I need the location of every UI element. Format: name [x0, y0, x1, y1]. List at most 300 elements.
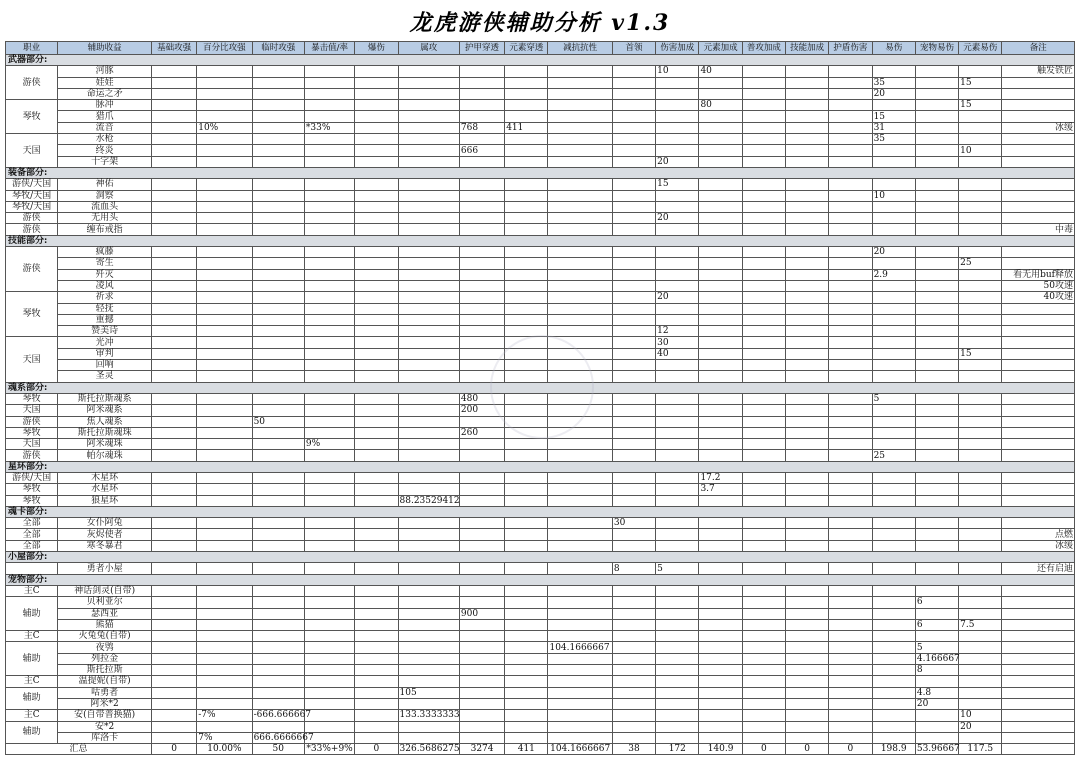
value-cell	[699, 77, 742, 88]
value-cell	[304, 371, 354, 382]
value-cell	[915, 66, 958, 77]
note-cell	[1002, 303, 1075, 314]
value-cell	[151, 529, 196, 540]
value-cell	[872, 484, 915, 495]
item-cell: 神话剑灵(自带)	[58, 585, 152, 596]
value-cell	[505, 66, 548, 77]
note-cell	[1002, 111, 1075, 122]
value-cell	[915, 721, 958, 732]
value-cell	[915, 416, 958, 427]
class-cell: 辅助	[6, 597, 58, 631]
value-cell	[548, 213, 612, 224]
value-cell	[548, 247, 612, 258]
value-cell	[355, 337, 398, 348]
class-cell: 琴牧	[6, 393, 58, 404]
value-cell	[699, 224, 742, 235]
value-cell	[151, 416, 196, 427]
value-cell	[151, 269, 196, 280]
value-cell	[548, 360, 612, 371]
value-cell	[459, 337, 504, 348]
value-cell	[915, 540, 958, 551]
column-header: 职业	[6, 42, 58, 55]
value-cell	[197, 450, 252, 461]
value-cell	[355, 326, 398, 337]
value-cell	[612, 292, 655, 303]
value-cell	[459, 280, 504, 291]
item-cell: 凌风	[58, 280, 152, 291]
value-cell	[612, 111, 655, 122]
value-cell	[742, 88, 785, 99]
value-cell	[915, 371, 958, 382]
value-cell	[398, 653, 459, 664]
value-cell	[959, 631, 1002, 642]
value-cell	[459, 134, 504, 145]
value-cell	[915, 472, 958, 483]
value-cell	[197, 529, 252, 540]
value-cell	[398, 631, 459, 642]
value-cell	[915, 292, 958, 303]
value-cell	[656, 393, 699, 404]
value-cell	[872, 721, 915, 732]
item-cell: 终炎	[58, 145, 152, 156]
value-cell	[459, 698, 504, 709]
value-cell	[786, 439, 829, 450]
value-cell: 4.166667	[916, 653, 960, 664]
value-cell	[304, 145, 354, 156]
value-cell	[505, 213, 548, 224]
note-cell	[1002, 585, 1075, 596]
value-cell	[829, 122, 872, 133]
value-cell	[915, 201, 958, 212]
note-cell: 50攻速	[1002, 280, 1075, 291]
value-cell	[304, 292, 354, 303]
note-cell	[1002, 326, 1075, 337]
value-cell	[829, 269, 872, 280]
table-row	[6, 563, 1075, 574]
value-cell	[656, 698, 699, 709]
value-cell	[505, 371, 548, 382]
value-cell	[505, 360, 548, 371]
value-cell	[197, 631, 252, 642]
value-cell	[355, 484, 398, 495]
value-cell: 10	[959, 710, 1002, 721]
value-cell	[151, 563, 196, 574]
value-cell	[505, 224, 548, 235]
value-cell	[656, 100, 699, 111]
value-cell	[612, 337, 655, 348]
total-value-cell: 198.9	[872, 744, 915, 755]
value-cell	[915, 100, 958, 111]
value-cell	[151, 360, 196, 371]
value-cell	[252, 88, 304, 99]
value-cell	[656, 484, 699, 495]
value-cell	[355, 292, 398, 303]
value-cell	[742, 518, 785, 529]
total-value-cell: 104.1666667	[548, 744, 612, 755]
value-cell	[252, 653, 304, 664]
item-cell: 洞察	[58, 190, 152, 201]
note-cell	[1002, 427, 1075, 438]
value-cell	[872, 439, 915, 450]
value-cell	[742, 687, 785, 698]
section-header-row	[6, 55, 1075, 66]
value-cell	[459, 292, 504, 303]
value-cell	[612, 371, 655, 382]
table-row	[6, 111, 1075, 122]
class-cell: 琴牧	[6, 100, 58, 134]
value-cell: 768	[459, 122, 504, 133]
value-cell	[742, 484, 785, 495]
value-cell	[197, 258, 252, 269]
value-cell	[742, 326, 785, 337]
value-cell	[699, 111, 742, 122]
value-cell	[548, 337, 612, 348]
value-cell	[915, 631, 958, 642]
value-cell	[197, 642, 252, 653]
value-cell	[304, 529, 354, 540]
value-cell	[656, 585, 699, 596]
item-cell: 流音	[58, 122, 152, 133]
value-cell	[151, 540, 196, 551]
value-cell	[656, 201, 699, 212]
value-cell	[699, 405, 742, 416]
value-cell	[355, 665, 398, 676]
value-cell	[151, 732, 196, 743]
value-cell	[612, 247, 655, 258]
value-cell	[252, 642, 304, 653]
value-cell	[612, 224, 655, 235]
value-cell	[742, 450, 785, 461]
value-cell	[872, 179, 915, 190]
value-cell	[505, 111, 548, 122]
value-cell	[612, 495, 655, 506]
value-cell	[915, 77, 958, 88]
value-cell	[304, 66, 354, 77]
value-cell	[548, 619, 612, 630]
value-cell	[151, 314, 196, 325]
value-cell	[872, 258, 915, 269]
value-cell	[398, 732, 459, 743]
value-cell	[252, 529, 304, 540]
value-cell	[786, 585, 829, 596]
value-cell	[304, 450, 354, 461]
note-cell: 冰缓	[1002, 122, 1075, 133]
value-cell	[197, 687, 252, 698]
value-cell	[548, 608, 612, 619]
value-cell	[398, 563, 459, 574]
value-cell	[459, 721, 504, 732]
value-cell	[505, 484, 548, 495]
value-cell	[398, 608, 459, 619]
value-cell	[829, 88, 872, 99]
item-cell: 流血头	[58, 201, 152, 212]
value-cell	[252, 224, 304, 235]
value-cell	[699, 269, 742, 280]
value-cell	[304, 314, 354, 325]
value-cell	[355, 134, 398, 145]
value-cell: 50	[252, 416, 304, 427]
value-cell	[505, 77, 548, 88]
value-cell	[304, 213, 354, 224]
value-cell	[612, 416, 655, 427]
note-cell	[1002, 698, 1075, 709]
table-row	[6, 676, 1075, 687]
value-cell	[355, 710, 398, 721]
value-cell	[829, 585, 872, 596]
section-header-row	[6, 552, 1075, 563]
value-cell	[656, 676, 699, 687]
value-cell	[699, 608, 742, 619]
table-row	[6, 619, 1075, 630]
value-cell: 5	[872, 393, 915, 404]
value-cell	[252, 721, 304, 732]
note-cell	[1002, 360, 1075, 371]
value-cell	[252, 111, 304, 122]
value-cell	[742, 642, 785, 653]
value-cell	[656, 495, 699, 506]
value-cell	[612, 100, 655, 111]
value-cell	[505, 145, 548, 156]
value-cell	[548, 676, 612, 687]
total-value-cell: 53.96667	[916, 744, 960, 755]
value-cell	[459, 179, 504, 190]
value-cell	[548, 450, 612, 461]
value-cell	[252, 631, 304, 642]
value-cell: 20	[872, 247, 915, 258]
value-cell	[252, 405, 304, 416]
value-cell	[612, 710, 655, 721]
table-row	[6, 66, 1075, 77]
value-cell	[699, 687, 742, 698]
value-cell	[959, 597, 1002, 608]
value-cell: 31	[872, 122, 915, 133]
value-cell	[959, 518, 1002, 529]
section-header-row	[6, 461, 1075, 472]
value-cell	[398, 303, 459, 314]
value-cell	[548, 122, 612, 133]
value-cell	[459, 472, 504, 483]
value-cell	[252, 495, 304, 506]
value-cell	[304, 134, 354, 145]
value-cell	[742, 676, 785, 687]
value-cell	[151, 495, 196, 506]
value-cell	[612, 326, 655, 337]
value-cell	[505, 687, 548, 698]
table-row	[6, 710, 1075, 721]
value-cell	[151, 439, 196, 450]
value-cell	[355, 540, 398, 551]
value-cell	[612, 179, 655, 190]
section-header-row	[6, 167, 1075, 178]
class-cell: 天国	[6, 405, 58, 416]
value-cell	[915, 585, 958, 596]
value-cell	[252, 179, 304, 190]
value-cell	[959, 201, 1002, 212]
value-cell	[872, 292, 915, 303]
value-cell	[505, 247, 548, 258]
value-cell	[197, 213, 252, 224]
value-cell	[959, 405, 1002, 416]
value-cell: 133.3333333	[399, 710, 460, 721]
value-cell	[355, 698, 398, 709]
value-cell	[151, 676, 196, 687]
value-cell	[197, 348, 252, 359]
analysis-table	[5, 41, 1075, 755]
value-cell	[656, 190, 699, 201]
value-cell	[355, 653, 398, 664]
value-cell	[612, 280, 655, 291]
value-cell	[151, 100, 196, 111]
value-cell	[459, 710, 504, 721]
item-cell: 斯托拉斯魂珠	[58, 427, 152, 438]
value-cell	[398, 66, 459, 77]
value-cell	[151, 337, 196, 348]
value-cell	[656, 619, 699, 630]
item-cell: 水星环	[58, 484, 152, 495]
value-cell	[786, 134, 829, 145]
value-cell	[699, 698, 742, 709]
sheet-title: 龙虎游侠辅助分析 v1.3	[409, 10, 671, 36]
section-label: 宠物部分:	[6, 574, 1075, 585]
table-row	[6, 642, 1075, 653]
value-cell	[612, 213, 655, 224]
value-cell	[786, 145, 829, 156]
value-cell	[548, 224, 612, 235]
value-cell	[548, 585, 612, 596]
value-cell	[786, 348, 829, 359]
value-cell	[612, 597, 655, 608]
value-cell	[786, 314, 829, 325]
value-cell	[151, 472, 196, 483]
value-cell	[829, 337, 872, 348]
value-cell	[612, 66, 655, 77]
note-cell	[1002, 393, 1075, 404]
value-cell: 4.8	[915, 687, 958, 698]
item-cell: 狼星环	[58, 495, 152, 506]
value-cell	[699, 631, 742, 642]
value-cell	[699, 280, 742, 291]
value-cell	[304, 201, 354, 212]
value-cell	[915, 518, 958, 529]
value-cell	[959, 134, 1002, 145]
value-cell	[742, 156, 785, 167]
value-cell: 8	[915, 665, 958, 676]
item-cell: 斯托拉斯魂系	[58, 393, 152, 404]
value-cell	[829, 258, 872, 269]
value-cell	[829, 280, 872, 291]
section-header-row	[6, 235, 1075, 246]
column-header: 百分比攻强	[197, 42, 252, 55]
value-cell	[197, 326, 252, 337]
item-cell: 河豚	[58, 66, 152, 77]
value-cell	[398, 292, 459, 303]
value-cell	[398, 100, 459, 111]
value-cell	[398, 529, 459, 540]
note-cell	[1002, 687, 1075, 698]
table-row	[6, 201, 1075, 212]
value-cell	[151, 122, 196, 133]
value-cell	[612, 314, 655, 325]
value-cell	[304, 642, 354, 653]
value-cell	[786, 540, 829, 551]
value-cell	[505, 597, 548, 608]
value-cell	[612, 653, 655, 664]
value-cell	[959, 687, 1002, 698]
class-cell: 辅助	[6, 642, 58, 676]
value-cell	[398, 676, 459, 687]
value-cell	[959, 303, 1002, 314]
value-cell	[252, 371, 304, 382]
note-cell	[1002, 676, 1075, 687]
note-cell	[1002, 631, 1075, 642]
value-cell	[398, 405, 459, 416]
value-cell	[786, 732, 829, 743]
class-cell: 主C	[6, 631, 58, 642]
value-cell	[197, 77, 252, 88]
item-cell: 阿米魂系	[58, 405, 152, 416]
value-cell	[872, 280, 915, 291]
value-cell	[505, 529, 548, 540]
value-cell	[742, 337, 785, 348]
value-cell	[252, 619, 304, 630]
value-cell	[612, 77, 655, 88]
item-cell: 祈求	[58, 292, 152, 303]
value-cell	[742, 66, 785, 77]
value-cell	[304, 100, 354, 111]
value-cell	[459, 247, 504, 258]
value-cell	[151, 280, 196, 291]
value-cell	[742, 721, 785, 732]
value-cell	[699, 213, 742, 224]
value-cell	[398, 190, 459, 201]
value-cell	[959, 314, 1002, 325]
value-cell	[612, 134, 655, 145]
column-header: 伤害加成	[656, 42, 699, 55]
item-cell: 贝利亚尔	[58, 597, 152, 608]
value-cell	[829, 608, 872, 619]
value-cell	[699, 258, 742, 269]
value-cell	[151, 77, 196, 88]
note-cell	[1002, 653, 1075, 664]
value-cell: 40	[656, 348, 699, 359]
value-cell	[742, 529, 785, 540]
value-cell	[355, 224, 398, 235]
value-cell	[197, 608, 252, 619]
value-cell	[829, 439, 872, 450]
section-label: 武器部分:	[6, 55, 1075, 66]
value-cell	[151, 247, 196, 258]
note-cell: 冰缓	[1002, 540, 1075, 551]
value-cell	[197, 653, 252, 664]
note-cell	[1002, 721, 1075, 732]
value-cell	[355, 145, 398, 156]
table-row	[6, 608, 1075, 619]
value-cell	[459, 224, 504, 235]
value-cell	[829, 405, 872, 416]
value-cell	[548, 326, 612, 337]
table-row	[6, 732, 1075, 743]
value-cell	[398, 337, 459, 348]
value-cell	[786, 405, 829, 416]
table-row	[6, 156, 1075, 167]
value-cell	[197, 518, 252, 529]
value-cell	[398, 665, 459, 676]
value-cell	[548, 190, 612, 201]
class-cell: 游侠/天国	[6, 472, 58, 483]
value-cell	[612, 348, 655, 359]
value-cell	[398, 472, 459, 483]
value-cell	[459, 303, 504, 314]
